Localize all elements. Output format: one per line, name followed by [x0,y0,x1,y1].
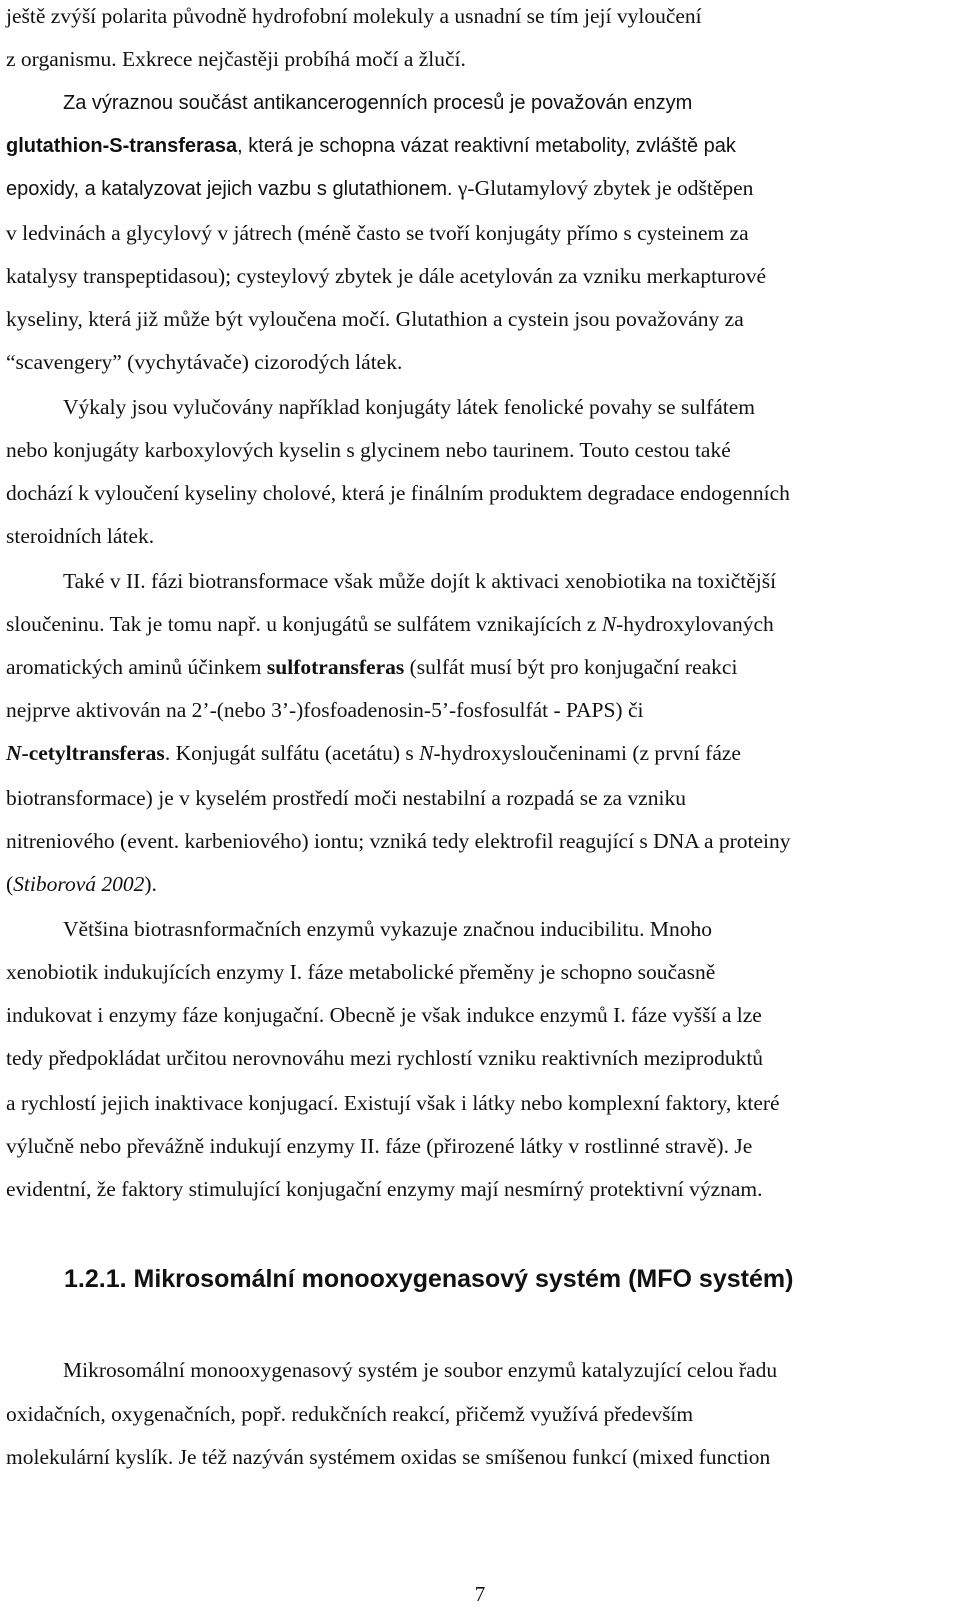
text-segment: oxidačních, oxygenačních, popř. redukčních reakcí, přičemž využívá především [6,1402,694,1426]
text-segment: ). [144,872,157,896]
text-line [6,479,790,507]
text-segment: glutathion-S-transferasa [6,135,238,157]
text-segment: ještě zvýší polarita původně hydrofobní molekuly a usnadní se tím její vyloučení [6,4,702,28]
text-line [6,696,643,724]
text-line [6,827,791,855]
text-line [6,739,741,767]
text-segment: výlučně nebo převážně indukují enzymy II. fáze (přirozené látky v rostlinné stravě). Je [6,1134,753,1158]
text-segment: N [6,741,22,765]
text-segment: (sulfát musí být pro konjugační reakci [404,655,738,679]
text-line [6,305,744,333]
text-segment: N [419,741,434,765]
text-segment: biotransformace) je v kyselém prostředí moči nestabilní a rozpadá se za vzniku [6,786,686,810]
text-segment: steroidních látek. [6,524,155,548]
text-segment: epoxidy, a katalyzovat jejich vazbu s glutathionem. [6,178,453,200]
text-line [6,1175,763,1203]
text-line [6,436,731,464]
text-segment: sloučeninu. Tak je tomu např. u konjugátů se sulfátem vznikajících z [6,612,602,636]
text-segment: a rychlostí jejich inaktivace konjugací. Existují však i látky nebo komplexní faktory, které [6,1091,780,1115]
text-segment: Stiborová 2002 [13,872,145,896]
text-segment: nitreniového (event. karbeniového) iontu; vzniká tedy elektrofil reagující s DNA a proteiny [6,829,791,853]
text-line [6,784,686,812]
text-line [63,1356,777,1384]
text-line [6,958,715,986]
text-line [6,45,466,73]
text-segment: γ-Glutamylový zbytek je odštěpen [452,176,754,200]
text-line [6,2,702,30]
text-line [6,219,749,247]
text-segment: Většina biotrasnformačních enzymů vykazuje značnou inducibilitu. Mnoho [63,917,712,941]
text-segment: -hydroxysloučeninami (z první fáze [433,741,741,765]
text-segment: indukovat i enzymy fáze konjugační. Obecně je však indukce enzymů I. fáze vyšší a lze [6,1003,762,1027]
text-line [6,1044,763,1072]
text-segment: kyseliny, která již může být vyloučena močí. Glutathion a cystein jsou považovány za [6,307,744,331]
section-heading: 1.2.1. Mikrosomální monooxygenasový systém (MFO systém) [64,1265,794,1293]
text-segment: tedy předpokládat určitou nerovnováhu mezi rychlostí vzniku reaktivních meziproduktů [6,1046,764,1070]
text-segment: -hydroxylovaných [616,612,774,636]
text-line [6,1443,770,1471]
text-line [6,653,737,681]
text-line [6,1089,780,1117]
text-segment: xenobiotik indukujících enzymy I. fáze metabolické přeměny je schopno současně [6,960,716,984]
text-segment: aromatických aminů účinkem [6,655,267,679]
text-segment: nejprve aktivován na 2’-(nebo 3’-)fosfoadenosin-5’-fosfosulfát - PAPS) či [6,698,644,722]
text-segment: , která je schopna vázat reaktivní metabolity, zvláště pak [237,135,736,157]
text-line [63,88,692,116]
text-line [6,1132,752,1160]
text-segment: evidentní, že faktory stimulující konjugační enzymy mají nesmírný protektivní význam. [6,1177,763,1201]
text-segment: -cetyltransferas [21,741,165,765]
text-segment: nebo konjugáty karboxylových kyselin s glycinem nebo taurinem. Touto cestou také [6,438,731,462]
text-line [63,567,776,595]
text-line [6,262,766,290]
text-segment: Výkaly jsou vylučovány například konjugáty látek fenolické povahy se sulfátem [63,395,755,419]
text-line [6,348,402,376]
text-segment: Také v II. fázi biotransformace však může dojít k aktivaci xenobiotika na toxičtější [63,569,777,593]
text-line [6,1001,762,1029]
text-line [6,870,157,898]
text-line [6,131,736,159]
text-segment: Za výraznou součást antikancerogenních procesů je považován enzym [63,92,693,114]
text-segment: “scavengery” (vychytávače) cizorodých látek. [6,350,403,374]
text-segment: katalysy transpeptidasou); cysteylový zbytek je dále acetylován za vzniku merkapturové [6,264,766,288]
text-segment: . Konjugát sulfátu (acetátu) s [164,741,420,765]
text-segment: ( [6,872,14,896]
text-line [63,915,712,943]
text-line [6,610,774,638]
text-segment: z organismu. Exkrece nejčastěji probíhá močí a žlučí. [6,47,466,71]
text-segment: v ledvinách a glycylový v játrech (méně často se tvoří konjugáty přímo s cysteinem za [6,221,749,245]
text-segment: molekulární kyslík. Je též nazýván systémem oxidas se smíšenou funkcí (mixed function [6,1445,771,1469]
text-segment: Mikrosomální monooxygenasový systém je soubor enzymů katalyzující celou řadu [63,1358,778,1382]
text-segment: N [601,612,617,636]
text-line [6,1400,693,1428]
text-line [63,393,755,421]
text-segment: dochází k vyloučení kyseliny cholové, která je finálním produktem degradace endogenních [6,481,790,505]
text-line [6,522,154,550]
text-line [6,174,753,202]
page-number: 7 [474,1582,486,1606]
text-segment: sulfotransferas [266,655,405,679]
